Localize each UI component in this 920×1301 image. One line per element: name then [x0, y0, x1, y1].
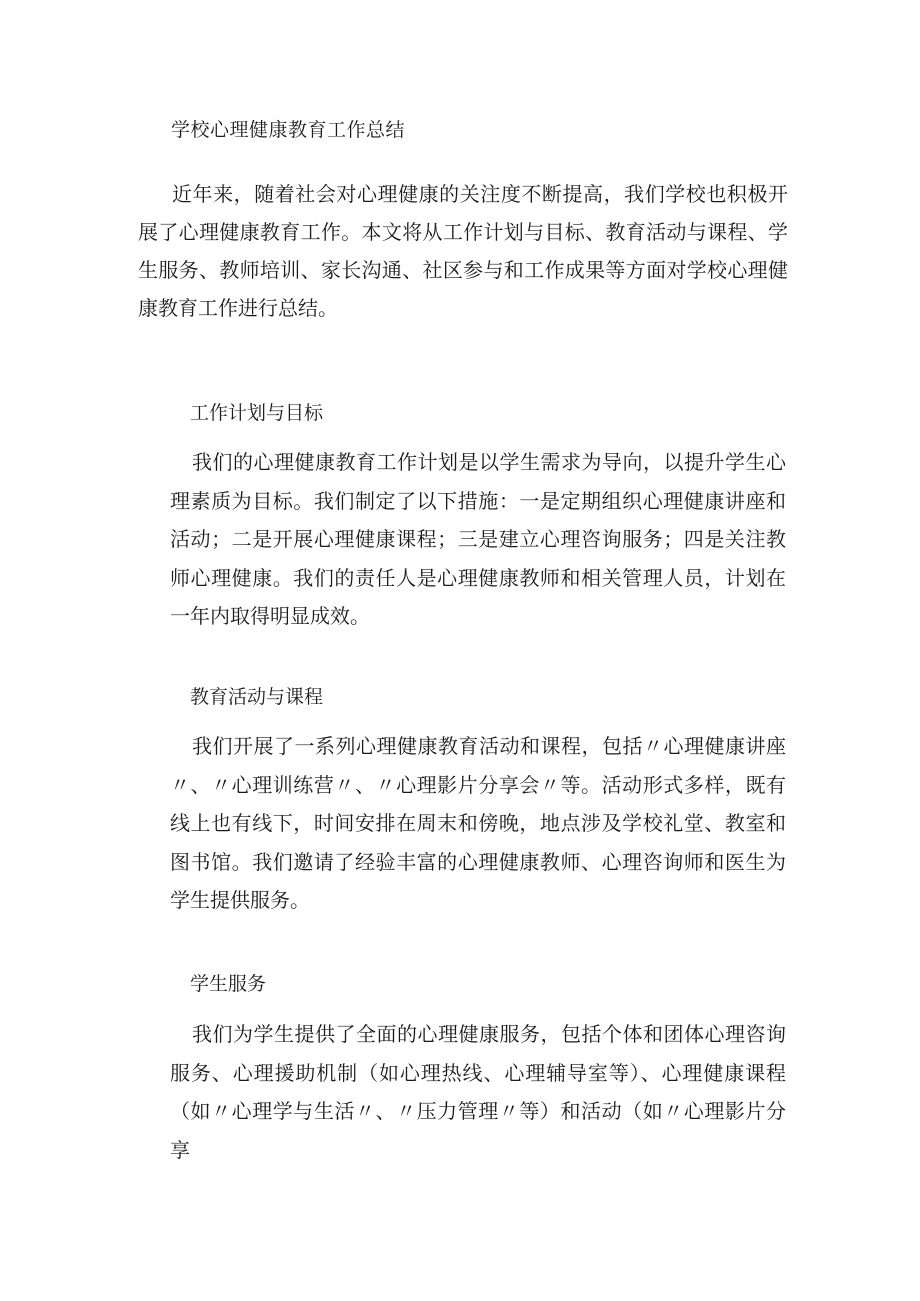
- section-heading-plan: 工作计划与目标: [190, 402, 324, 424]
- section-body-activities: 我们开展了一系列心理健康教育活动和课程，包括〃心理健康讲座〃、〃心理训练营〃、〃心理影片分享会〃等。活动形式多样，既有线上也有线下，时间安排在周末和傍晚，地点涉及学校礼堂、教室和图书馆。我们邀请了经验丰富的心理健康教师、心理咨询师和医生为学生提供服务。: [170, 734, 786, 912]
- section-heading-activities: 教育活动与课程: [190, 686, 324, 708]
- intro-paragraph: 近年来，随着社会对心理健康的关注度不断提高，我们学校也积极开展了心理健康教育工作。本文将从工作计划与目标、教育活动与课程、学生服务、教师培训、家长沟通、社区参与和工作成果等方面对学校心理健康教育工作进行总结。: [138, 182, 788, 320]
- section-body-student-services: 我们为学生提供了全面的心理健康服务，包括个体和团体心理咨询服务、心理援助机制（如心理热线、心理辅导室等）、心理健康课程（如〃心理学与生活〃、〃压力管理〃等）和活动（如〃心理影片分享: [170, 1022, 786, 1162]
- section-body-plan: 我们的心理健康教育工作计划是以学生需求为导向，以提升学生心理素质为目标。我们制定了以下措施：一是定期组织心理健康讲座和活动；二是开展心理健康课程；三是建立心理咨询服务；四是关注教师心理健康。我们的责任人是心理健康教师和相关管理人员，计划在一年内取得明显成效。: [170, 450, 786, 628]
- document-title: 学校心理健康教育工作总结: [171, 119, 406, 141]
- section-heading-student-services: 学生服务: [190, 973, 267, 995]
